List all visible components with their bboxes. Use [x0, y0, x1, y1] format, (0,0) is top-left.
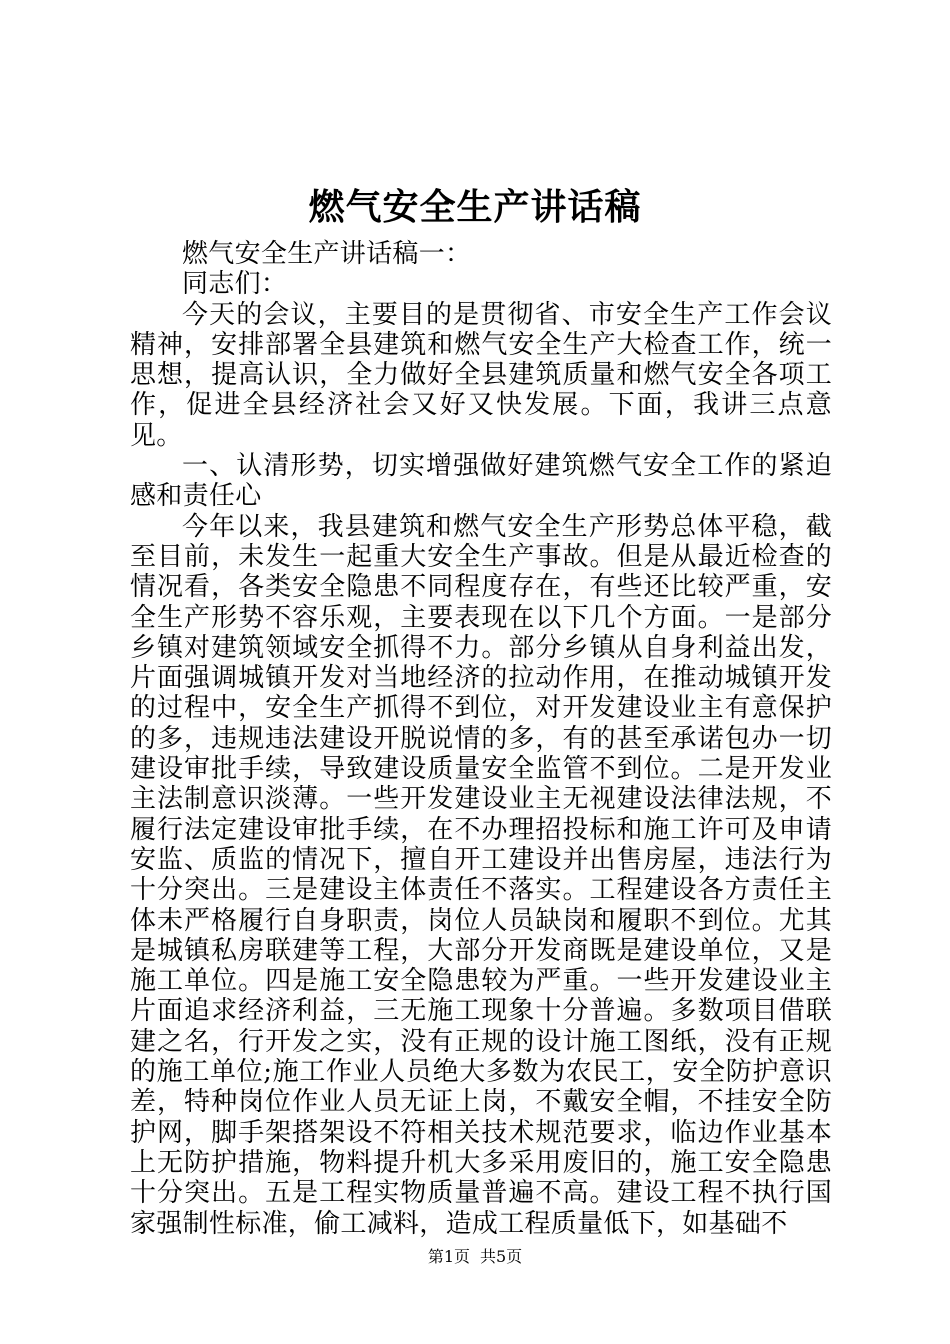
section-heading: 一、认清形势，切实增强做好建筑燃气安全工作的紧迫感和责任心 [130, 451, 832, 512]
page-total: 共5页 [480, 1247, 523, 1266]
paragraph: 今天的会议，主要目的是贯彻省、市安全生产工作会议精神，安排部署全县建筑和燃气安全生产大检查工作，统一思想，提高认识，全力做好全县建筑质量和燃气安全各项工作，促进全县经济社会又好又快发展。下面，我讲三点意见。 [130, 299, 832, 451]
greeting-heading: 燃气安全生产讲话稿一： [182, 239, 472, 269]
salutation: 同志们： [182, 269, 288, 300]
document-body [130, 239, 832, 1239]
paragraph: 今年以来，我县建筑和燃气安全生产形势总体平稳，截至目前，未发生一起重大安全生产事故。但是从最近检查的情况看，各类安全隐患不同程度存在，有些还比较严重，安全生产形势不容乐观，主要表现在以下几个方面。一是部分乡镇对建筑领域安全抓得不力。部分乡镇从自身利益出发，片面强调城镇开发对当地经济的拉动作用，在推动城镇开发的过程中，安全生产抓得不到位，对开发建设业主有意保护的多，违规违法建设开脱说情的多，有的甚至承诺包办一切建设审批手续，导致建设质量安全监管不到位。二是开发业主法制意识淡薄。一些开发建设业主无视建设法律法规，不履行法定建设审批手续，在不办理招投标和施工许可及申请安监、质监的情况下，擅自开工建设并出售房屋，违法行为十分突出。三是建设主体责任不落实。工程建设各方责任主体未严格履行自身职责，岗位人员缺岗和履职不到位。尤其是城镇私房联建等工程，大部分开发商既是建设单位，又是施工单位。四是施工安全隐患较为严重。一些开发建设业主片面追求经济利益，三无施工现象十分普遍。多数项目借联建之名，行开发之实，没有正规的设计施工图纸，没有正规的施工单位;施工作业人员绝大多数为农民工，安全防护意识差，特种岗位作业人员无证上岗，不戴安全帽，不挂安全防护网，脚手架搭架设不符相关技术规范要求，临边作业基本上无防护措施，物料提升机大多采用废旧的，施工安全隐患十分突出。五是工程实物质量普遍不高。建设工程不执行国家强制性标准，偷工减料，造成工程质量低下，如基础不 [130, 511, 832, 1239]
page-number: 第1页 [427, 1247, 470, 1266]
document-title: 燃气安全生产讲话稿 [308, 187, 642, 228]
page-footer [0, 1247, 950, 1267]
